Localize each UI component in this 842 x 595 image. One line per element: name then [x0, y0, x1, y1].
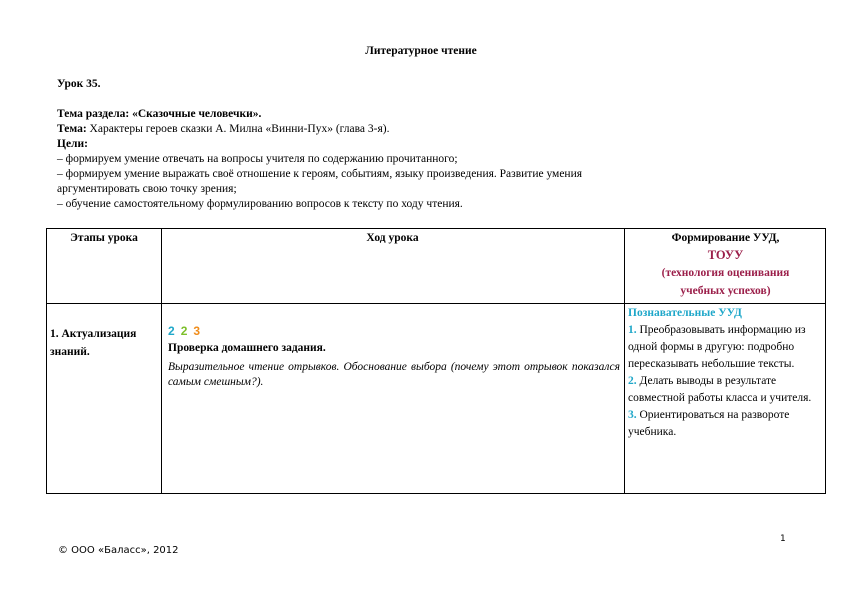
topic-value: Характеры героев сказки А. Милна «Винни-Пух» (глава 3-я). [86, 123, 390, 135]
goals-label: Цели: [57, 138, 88, 150]
header-uud-line1: Формирование УУД, [671, 232, 780, 244]
uud-item-number: 3. [628, 409, 637, 421]
header-uud-line3: (технология оценивания [661, 267, 790, 279]
uud-item [628, 373, 820, 407]
topic-label: Тема: [57, 123, 87, 135]
uud-item-number: 1. [628, 324, 637, 336]
goal-item: – обучение самостоятельному формулированию вопросов к тексту по ходу чтения. [57, 198, 463, 210]
section-value: «Сказочные человечки». [129, 108, 262, 120]
stage-title: 1. Актуализация [50, 328, 137, 340]
score-number: 2 [180, 324, 188, 338]
uud-item [628, 407, 820, 441]
uud-title: Познавательные УУД [628, 307, 742, 319]
score-numbers [168, 324, 200, 338]
stage-cell [50, 325, 136, 361]
header-uud-line4: учебных успехов) [680, 285, 771, 297]
header-uud [624, 231, 827, 300]
column-divider [161, 229, 162, 493]
header-divider [47, 303, 825, 304]
score-number: 2 [168, 324, 175, 338]
uud-item [628, 322, 820, 373]
uud-item-text: Преобразовывать информацию из одной формы в другую: подробно пересказывать небольшие тексты. [628, 324, 806, 370]
section-label: Тема раздела: [57, 108, 130, 120]
uud-item-text: Делать выводы в результате совместной работы класса и учителя. [628, 375, 812, 404]
header-stages: Этапы урока [70, 232, 138, 244]
copyright-footer: © ООО «Баласс», 2012 [58, 545, 179, 556]
goal-item: – формируем умение отвечать на вопросы учителя по содержанию прочитанного; [57, 153, 458, 165]
section-line [57, 107, 261, 121]
uud-cell [628, 305, 820, 441]
goal-item: – формируем умение выражать своё отношение к героям, событиям, языку произведения. Развитие умения [57, 168, 583, 180]
uud-item-number: 2. [628, 375, 637, 387]
document-title: Литературное чтение [365, 45, 477, 57]
lesson-number: Урок 35. [57, 78, 101, 90]
uud-item-text: Ориентироваться на развороте учебника. [628, 409, 790, 438]
header-touu: ТОУУ [707, 248, 744, 262]
page-number: 1 [780, 534, 786, 544]
score-number: 3 [193, 324, 201, 338]
homework-title: Проверка домашнего задания. [168, 342, 326, 354]
goal-item: аргументировать свою точку зрения; [57, 183, 237, 195]
homework-description: Выразительное чтение отрывков. Обоснование выбора (почему этот отрывок показался самым смешным?). [168, 361, 620, 388]
stage-subtitle: знаний. [50, 346, 90, 358]
lesson-table [46, 228, 826, 494]
header-course: Ход урока [366, 232, 419, 244]
topic-line [57, 122, 389, 136]
